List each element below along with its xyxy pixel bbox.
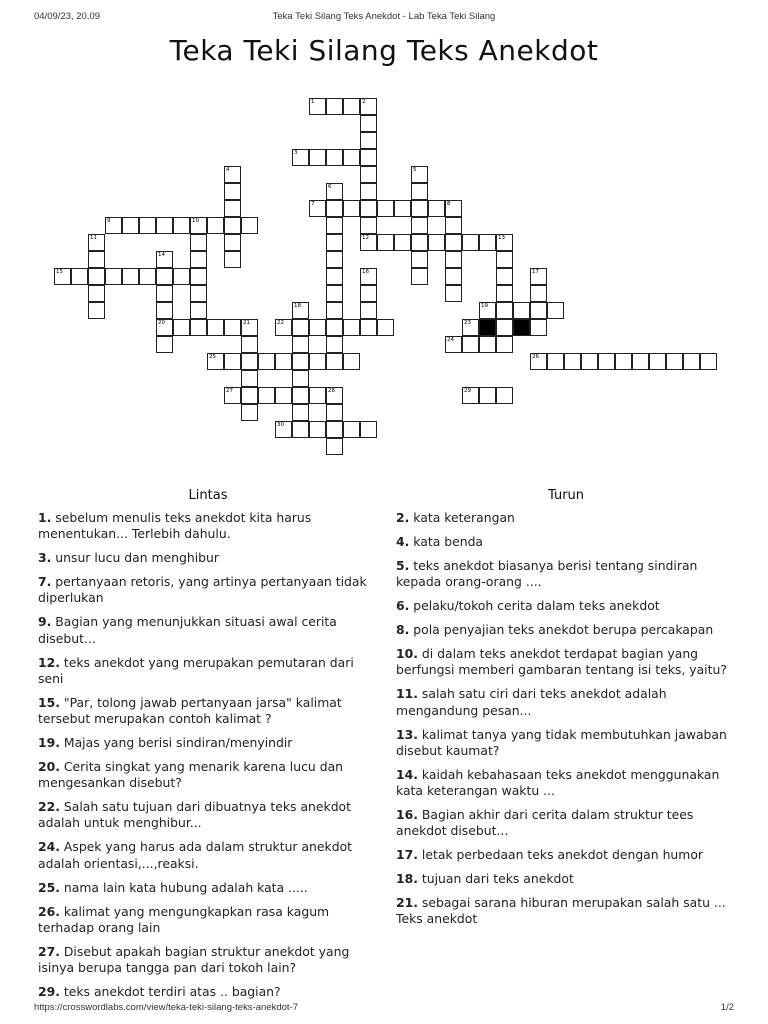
grid-cell[interactable] bbox=[479, 234, 496, 251]
page-number: 1/2 bbox=[720, 1002, 734, 1013]
grid-cell[interactable] bbox=[445, 251, 462, 268]
grid-cell[interactable] bbox=[445, 234, 462, 251]
blocked-grid-cell bbox=[513, 319, 530, 336]
grid-cell[interactable] bbox=[428, 200, 445, 217]
grid-cell[interactable] bbox=[258, 353, 275, 370]
clue-number: 17. bbox=[396, 847, 418, 863]
grid-cell[interactable] bbox=[360, 98, 377, 115]
grid-cell[interactable] bbox=[547, 353, 564, 370]
grid-cell[interactable] bbox=[88, 268, 105, 285]
grid-cell[interactable] bbox=[649, 353, 666, 370]
clue-text: kata benda bbox=[409, 534, 484, 549]
clue-number-label: 25 bbox=[209, 354, 216, 360]
print-page-title: Teka Teki Silang Teks Anekdot - Lab Teka Teki Silang bbox=[272, 11, 496, 22]
grid-cell[interactable] bbox=[445, 217, 462, 234]
grid-cell[interactable] bbox=[156, 251, 173, 268]
grid-cell[interactable] bbox=[224, 251, 241, 268]
grid-cell[interactable] bbox=[173, 319, 190, 336]
clue-number-label: 4 bbox=[226, 167, 230, 173]
grid-cell[interactable] bbox=[54, 268, 71, 285]
across-heading: Lintas bbox=[188, 488, 228, 503]
clue-item bbox=[38, 799, 378, 831]
grid-cell[interactable] bbox=[479, 336, 496, 353]
grid-cell[interactable] bbox=[513, 302, 530, 319]
clue-text: kata keterangan bbox=[409, 510, 515, 525]
grid-cell[interactable] bbox=[377, 200, 394, 217]
grid-cell[interactable] bbox=[326, 302, 343, 319]
clue-text: kalimat tanya yang tidak membutuhkan jawaban disebut kaumat? bbox=[396, 726, 727, 758]
clue-item bbox=[396, 871, 736, 887]
grid-cell[interactable] bbox=[360, 149, 377, 166]
grid-cell[interactable] bbox=[190, 302, 207, 319]
grid-cell[interactable] bbox=[292, 404, 309, 421]
grid-cell[interactable] bbox=[241, 404, 258, 421]
grid-cell[interactable] bbox=[360, 200, 377, 217]
grid-cell[interactable] bbox=[105, 217, 122, 234]
grid-cell[interactable] bbox=[496, 336, 513, 353]
grid-cell[interactable] bbox=[326, 404, 343, 421]
clue-number: 12. bbox=[38, 654, 60, 670]
clue-number-label: 20 bbox=[158, 320, 165, 326]
grid-cell[interactable] bbox=[241, 370, 258, 387]
grid-cell[interactable] bbox=[71, 268, 88, 285]
clue-item bbox=[38, 880, 378, 896]
grid-cell[interactable] bbox=[326, 268, 343, 285]
clue-item bbox=[38, 695, 378, 727]
clue-number-label: 30 bbox=[277, 422, 284, 428]
clue-number-label: 28 bbox=[328, 388, 335, 394]
clue-text: pelaku/tokoh cerita dalam teks anekdot bbox=[409, 598, 660, 614]
grid-cell[interactable] bbox=[615, 353, 632, 370]
grid-cell[interactable] bbox=[105, 268, 122, 285]
clue-text: teks anekdot yang merupakan pemutaran dari seni bbox=[38, 654, 354, 686]
grid-cell[interactable] bbox=[309, 98, 326, 115]
clue-number: 5. bbox=[396, 558, 410, 573]
grid-cell[interactable] bbox=[173, 217, 190, 234]
clue-text: tujuan dari teks anekdot bbox=[417, 871, 574, 887]
clue-number-label: 26 bbox=[532, 354, 539, 360]
clue-item bbox=[38, 984, 378, 1000]
grid-cell[interactable] bbox=[207, 217, 224, 234]
clue-item bbox=[38, 614, 378, 646]
grid-cell[interactable] bbox=[275, 353, 292, 370]
clue-item bbox=[38, 904, 378, 936]
clue-number: 20. bbox=[38, 759, 60, 775]
clue-item bbox=[38, 550, 378, 566]
grid-cell[interactable] bbox=[275, 421, 292, 438]
print-footer bbox=[0, 1000, 768, 1024]
grid-cell[interactable] bbox=[190, 251, 207, 268]
clue-number-label: 5 bbox=[413, 167, 417, 173]
grid-cell[interactable] bbox=[326, 336, 343, 353]
clue-number-label: 19 bbox=[481, 303, 488, 309]
grid-cell[interactable] bbox=[326, 149, 343, 166]
clue-number: 15. bbox=[38, 694, 60, 710]
grid-cell[interactable] bbox=[292, 319, 309, 336]
clue-number: 9. bbox=[38, 614, 52, 630]
grid-cell[interactable] bbox=[326, 285, 343, 302]
grid-cell[interactable] bbox=[292, 353, 309, 370]
clue-number-label: 3 bbox=[294, 150, 298, 156]
grid-cell[interactable] bbox=[207, 353, 224, 370]
grid-cell[interactable] bbox=[462, 336, 479, 353]
grid-cell[interactable] bbox=[224, 200, 241, 217]
grid-cell[interactable] bbox=[598, 353, 615, 370]
grid-cell[interactable] bbox=[360, 234, 377, 251]
grid-cell[interactable] bbox=[190, 217, 207, 234]
clue-number: 19. bbox=[38, 735, 60, 751]
clue-number: 16. bbox=[396, 807, 418, 823]
grid-cell[interactable] bbox=[360, 268, 377, 285]
grid-cell[interactable] bbox=[343, 319, 360, 336]
clue-text: Cerita singkat yang menarik karena lucu dan mengesankan disebut? bbox=[38, 759, 344, 791]
grid-cell[interactable] bbox=[343, 98, 360, 115]
grid-cell[interactable] bbox=[326, 251, 343, 268]
clue-item bbox=[38, 655, 378, 687]
grid-cell[interactable] bbox=[683, 353, 700, 370]
grid-cell[interactable] bbox=[530, 268, 547, 285]
grid-cell[interactable] bbox=[496, 251, 513, 268]
grid-cell[interactable] bbox=[360, 285, 377, 302]
clue-number: 18. bbox=[396, 871, 418, 887]
grid-cell[interactable] bbox=[326, 200, 343, 217]
clue-number: 10. bbox=[396, 646, 418, 662]
down-clues-column bbox=[396, 488, 736, 935]
grid-cell[interactable] bbox=[360, 183, 377, 200]
grid-cell[interactable] bbox=[292, 302, 309, 319]
clue-text: Bagian akhir dari cerita dalam struktur tees anekdot disebut... bbox=[396, 807, 694, 839]
clue-number: 13. bbox=[396, 726, 418, 742]
grid-cell[interactable] bbox=[156, 285, 173, 302]
clue-number-label: 23 bbox=[464, 320, 471, 326]
clue-text: nama lain kata hubung adalah kata ..... bbox=[59, 879, 308, 895]
grid-cell[interactable] bbox=[326, 353, 343, 370]
grid-cell[interactable] bbox=[173, 268, 190, 285]
clue-text: unsur lucu dan menghibur bbox=[51, 550, 219, 566]
grid-cell[interactable] bbox=[343, 149, 360, 166]
clue-item bbox=[396, 847, 736, 863]
grid-cell[interactable] bbox=[292, 421, 309, 438]
grid-cell[interactable] bbox=[462, 234, 479, 251]
clue-number-label: 8 bbox=[447, 201, 451, 207]
clue-number: 4. bbox=[396, 534, 410, 549]
grid-cell[interactable] bbox=[224, 217, 241, 234]
clue-item bbox=[38, 759, 378, 791]
clue-text: sebelum menulis teks anekdot kita harus menentukan... Terlebih dahulu. bbox=[38, 510, 312, 542]
grid-cell[interactable] bbox=[275, 319, 292, 336]
grid-cell[interactable] bbox=[190, 234, 207, 251]
down-heading: Turun bbox=[547, 488, 585, 503]
grid-cell[interactable] bbox=[309, 149, 326, 166]
grid-cell[interactable] bbox=[343, 421, 360, 438]
clue-number-label: 7 bbox=[311, 201, 315, 207]
grid-cell[interactable] bbox=[547, 302, 564, 319]
grid-cell[interactable] bbox=[479, 302, 496, 319]
grid-cell[interactable] bbox=[479, 387, 496, 404]
grid-cell[interactable] bbox=[224, 387, 241, 404]
grid-cell[interactable] bbox=[411, 268, 428, 285]
grid-cell[interactable] bbox=[360, 132, 377, 149]
grid-cell[interactable] bbox=[309, 353, 326, 370]
grid-cell[interactable] bbox=[360, 302, 377, 319]
clue-text: pertanyaan retoris, yang artinya pertanyaan tidak diperlukan bbox=[38, 574, 367, 606]
grid-cell[interactable] bbox=[411, 251, 428, 268]
grid-cell[interactable] bbox=[241, 336, 258, 353]
grid-cell[interactable] bbox=[428, 234, 445, 251]
clue-text: "Par, tolong jawab pertanyaan jarsa" kalimat tersebut merupakan contoh kalimat ? bbox=[38, 694, 342, 727]
grid-cell[interactable] bbox=[530, 353, 547, 370]
grid-cell[interactable] bbox=[309, 387, 326, 404]
print-datetime: 04/09/23, 20.09 bbox=[34, 11, 101, 22]
grid-cell[interactable] bbox=[224, 234, 241, 251]
grid-cell[interactable] bbox=[241, 353, 258, 370]
clue-number: 3. bbox=[38, 550, 52, 566]
page-url: https://crosswordlabs.com/view/teka-teki-silang-teks-anekdot-7 bbox=[34, 1002, 298, 1013]
grid-cell[interactable] bbox=[445, 285, 462, 302]
grid-cell[interactable] bbox=[445, 200, 462, 217]
clue-item bbox=[396, 895, 736, 927]
grid-cell[interactable] bbox=[360, 217, 377, 234]
grid-cell[interactable] bbox=[564, 353, 581, 370]
across-clue-list bbox=[38, 510, 378, 1000]
grid-cell[interactable] bbox=[156, 268, 173, 285]
clue-number: 1. bbox=[38, 510, 52, 525]
clue-text: Bagian yang menunjukkan situasi awal cerita disebut... bbox=[38, 614, 337, 646]
grid-cell[interactable] bbox=[394, 234, 411, 251]
grid-cell[interactable] bbox=[156, 302, 173, 319]
grid-cell[interactable] bbox=[530, 302, 547, 319]
clue-number: 25. bbox=[38, 879, 60, 895]
clue-number-label: 15 bbox=[56, 269, 63, 275]
grid-cell[interactable] bbox=[88, 285, 105, 302]
grid-cell[interactable] bbox=[292, 387, 309, 404]
clue-number-label: 27 bbox=[226, 388, 233, 394]
clue-item bbox=[38, 510, 378, 542]
clue-number: 29. bbox=[38, 984, 60, 1000]
clue-text: sebagai sarana hiburan merupakan salah satu ... Teks anekdot bbox=[396, 895, 726, 927]
clue-number: 27. bbox=[38, 943, 60, 959]
grid-cell[interactable] bbox=[360, 421, 377, 438]
clue-item bbox=[396, 622, 736, 638]
clue-item bbox=[38, 574, 378, 606]
grid-cell[interactable] bbox=[190, 268, 207, 285]
clue-text: Aspek yang harus ada dalam struktur anekdot adalah orientasi,...,reaksi. bbox=[38, 839, 353, 871]
grid-cell[interactable] bbox=[292, 149, 309, 166]
clue-item bbox=[396, 598, 736, 614]
clue-item bbox=[38, 944, 378, 976]
clue-number: 11. bbox=[396, 686, 418, 702]
grid-cell[interactable] bbox=[326, 98, 343, 115]
grid-cell[interactable] bbox=[88, 251, 105, 268]
crossword-grid bbox=[0, 0, 768, 470]
clue-item bbox=[38, 839, 378, 871]
clue-text: kaidah kebahasaan teks anekdot menggunakan kata keterangan waktu ... bbox=[396, 766, 720, 799]
grid-cell[interactable] bbox=[309, 319, 326, 336]
clue-number-label: 18 bbox=[294, 303, 301, 309]
grid-cell[interactable] bbox=[190, 285, 207, 302]
clue-number: 21. bbox=[396, 895, 418, 911]
clue-number-label: 24 bbox=[447, 337, 454, 343]
clue-number: 14. bbox=[396, 766, 418, 782]
grid-cell[interactable] bbox=[224, 319, 241, 336]
clue-text: letak perbedaan teks anekdot dengan humor bbox=[417, 847, 704, 863]
grid-cell[interactable] bbox=[258, 387, 275, 404]
grid-cell[interactable] bbox=[411, 183, 428, 200]
down-clue-list bbox=[396, 510, 736, 928]
grid-cell[interactable] bbox=[241, 319, 258, 336]
grid-cell[interactable] bbox=[394, 200, 411, 217]
grid-cell[interactable] bbox=[122, 268, 139, 285]
grid-cell[interactable] bbox=[462, 319, 479, 336]
clue-number: 7. bbox=[38, 574, 52, 590]
grid-cell[interactable] bbox=[207, 319, 224, 336]
clue-text: salah satu ciri dari teks anekdot adalah mengandung pesan... bbox=[396, 686, 667, 718]
grid-cell[interactable] bbox=[241, 387, 258, 404]
clue-item bbox=[396, 558, 736, 590]
grid-cell[interactable] bbox=[326, 421, 343, 438]
clue-number: 24. bbox=[38, 839, 60, 855]
grid-cell[interactable] bbox=[139, 217, 156, 234]
grid-cell[interactable] bbox=[411, 200, 428, 217]
clue-number-label: 1 bbox=[311, 99, 315, 105]
clue-number-label: 16 bbox=[362, 269, 369, 275]
grid-cell[interactable] bbox=[445, 336, 462, 353]
clue-number-label: 2 bbox=[362, 99, 366, 105]
clue-number: 2. bbox=[396, 510, 410, 525]
grid-cell[interactable] bbox=[496, 285, 513, 302]
grid-cell[interactable] bbox=[224, 353, 241, 370]
grid-cell[interactable] bbox=[326, 234, 343, 251]
clue-number-label: 10 bbox=[192, 218, 199, 224]
clue-number: 26. bbox=[38, 903, 60, 919]
clue-number-label: 12 bbox=[362, 235, 369, 241]
grid-cell[interactable] bbox=[343, 200, 360, 217]
grid-cell[interactable] bbox=[326, 438, 343, 455]
clue-number: 6. bbox=[396, 598, 410, 614]
clue-item bbox=[38, 735, 378, 751]
grid-cell[interactable] bbox=[156, 217, 173, 234]
clue-item bbox=[396, 727, 736, 759]
clue-text: teks anekdot biasanya berisi tentang sindiran kepada orang-orang .... bbox=[396, 558, 698, 590]
clue-text: pola penyajian teks anekdot berupa percakapan bbox=[409, 622, 714, 638]
clue-text: teks anekdot terdiri atas .. bagian? bbox=[59, 984, 281, 1000]
grid-cell[interactable] bbox=[360, 115, 377, 132]
grid-cell[interactable] bbox=[496, 319, 513, 336]
clue-item bbox=[396, 686, 736, 718]
clue-text: kalimat yang mengungkapkan rasa kagum terhadap orang lain bbox=[38, 903, 330, 935]
clue-text: Majas yang berisi sindiran/menyindir bbox=[59, 735, 293, 751]
clue-number-label: 11 bbox=[90, 235, 97, 241]
clue-item bbox=[396, 534, 736, 550]
grid-cell[interactable] bbox=[360, 166, 377, 183]
clue-item bbox=[396, 646, 736, 678]
grid-cell[interactable] bbox=[632, 353, 649, 370]
grid-cell[interactable] bbox=[411, 217, 428, 234]
grid-cell[interactable] bbox=[530, 319, 547, 336]
grid-cell[interactable] bbox=[530, 285, 547, 302]
clue-number: 8. bbox=[396, 622, 410, 638]
grid-cell[interactable] bbox=[496, 387, 513, 404]
grid-cell[interactable] bbox=[496, 268, 513, 285]
grid-cell[interactable] bbox=[411, 234, 428, 251]
grid-cell[interactable] bbox=[275, 387, 292, 404]
grid-cell[interactable] bbox=[156, 336, 173, 353]
grid-cell[interactable] bbox=[377, 234, 394, 251]
grid-cell[interactable] bbox=[462, 387, 479, 404]
grid-cell[interactable] bbox=[581, 353, 598, 370]
grid-cell[interactable] bbox=[309, 421, 326, 438]
grid-cell[interactable] bbox=[326, 183, 343, 200]
clue-number-label: 9 bbox=[107, 218, 111, 224]
grid-cell[interactable] bbox=[411, 166, 428, 183]
grid-cell[interactable] bbox=[445, 268, 462, 285]
clue-item bbox=[396, 510, 736, 526]
grid-cell[interactable] bbox=[241, 217, 258, 234]
grid-cell[interactable] bbox=[496, 234, 513, 251]
across-clues-column bbox=[38, 488, 378, 1008]
grid-cell[interactable] bbox=[326, 387, 343, 404]
clue-item bbox=[396, 767, 736, 799]
clue-number: 22. bbox=[38, 799, 60, 815]
clue-text: di dalam teks anekdot terdapat bagian yang berfungsi memberi gambaran tentang isi teks, yaitu? bbox=[396, 646, 727, 678]
grid-cell[interactable] bbox=[88, 302, 105, 319]
grid-cell[interactable] bbox=[139, 268, 156, 285]
grid-cell[interactable] bbox=[292, 370, 309, 387]
clue-text: Disebut apakah bagian struktur anekdot yang isinya berupa tangga pan dari tokoh lain? bbox=[38, 943, 350, 976]
clue-number-label: 29 bbox=[464, 388, 471, 394]
clue-item bbox=[396, 807, 736, 839]
grid-cell[interactable] bbox=[700, 353, 717, 370]
grid-cell[interactable] bbox=[666, 353, 683, 370]
grid-cell[interactable] bbox=[292, 336, 309, 353]
page-title: Teka Teki Silang Teks Anekdot bbox=[169, 34, 599, 67]
grid-cell[interactable] bbox=[190, 319, 207, 336]
clue-number-label: 21 bbox=[243, 320, 250, 326]
grid-cell[interactable] bbox=[326, 217, 343, 234]
grid-cell[interactable] bbox=[377, 319, 394, 336]
grid-cell[interactable] bbox=[326, 319, 343, 336]
grid-cell[interactable] bbox=[343, 353, 360, 370]
grid-cell[interactable] bbox=[224, 166, 241, 183]
grid-cell[interactable] bbox=[309, 200, 326, 217]
grid-cell[interactable] bbox=[224, 183, 241, 200]
grid-cell[interactable] bbox=[156, 319, 173, 336]
blocked-grid-cell bbox=[479, 319, 496, 336]
grid-cell[interactable] bbox=[122, 217, 139, 234]
grid-cell[interactable] bbox=[88, 234, 105, 251]
clue-number-label: 6 bbox=[328, 184, 332, 190]
grid-cell[interactable] bbox=[360, 319, 377, 336]
clue-number-label: 14 bbox=[158, 252, 165, 258]
clue-number-label: 17 bbox=[532, 269, 539, 275]
clue-number-label: 13 bbox=[498, 235, 505, 241]
grid-cell[interactable] bbox=[496, 302, 513, 319]
clue-text: Salah satu tujuan dari dibuatnya teks anekdot adalah untuk menghibur... bbox=[38, 799, 351, 831]
clue-number-label: 22 bbox=[277, 320, 284, 326]
